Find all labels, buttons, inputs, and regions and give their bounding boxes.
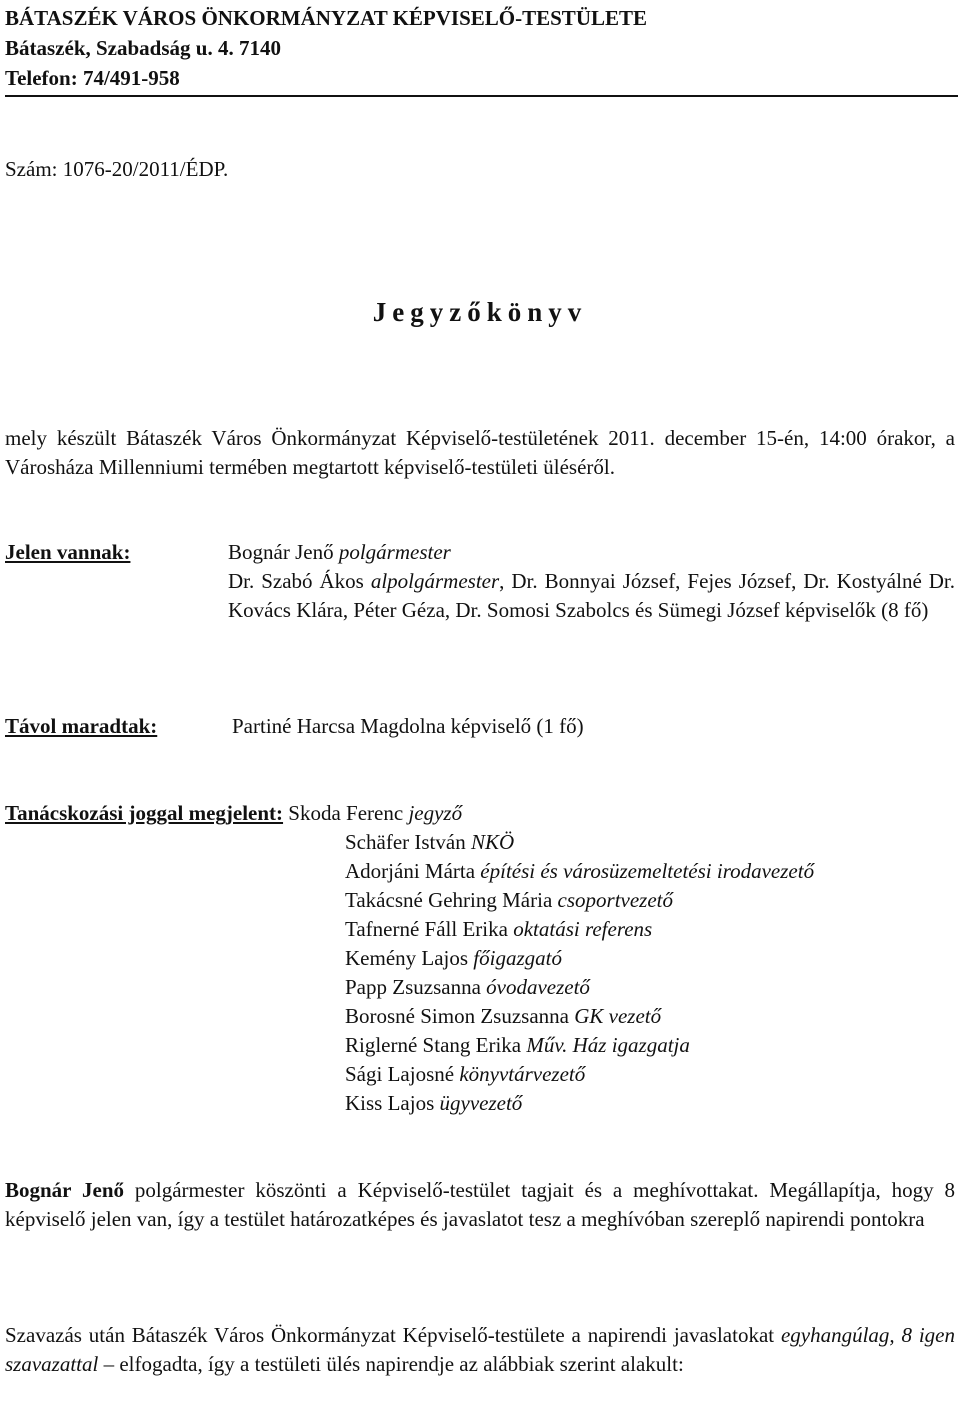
advisory-person	[345, 1089, 814, 1118]
present-members	[228, 567, 955, 625]
absent-label: Távol maradtak:	[5, 714, 158, 738]
advisory-person	[345, 1060, 814, 1089]
absent-list: Partiné Harcsa Magdolna képviselő (1 fő)	[232, 714, 584, 738]
mayor-name: Bognár Jenő	[228, 540, 334, 564]
document-title: Jegyzőkönyv	[372, 297, 588, 327]
advisory-person	[345, 915, 814, 944]
opening-paragraph	[5, 1176, 955, 1234]
present-mayor	[228, 538, 955, 567]
advisory-person-role: GK vezető	[574, 1004, 662, 1028]
advisory-person-name: Kiss Lajos	[345, 1091, 435, 1115]
advisory-person-name: Tafnerné Fáll Erika	[345, 917, 508, 941]
advisory-person-role: ügyvezető	[439, 1091, 523, 1115]
advisory-list	[345, 828, 814, 1118]
speaker-name: Bognár Jenő	[5, 1178, 124, 1202]
advisory-person	[345, 944, 814, 973]
letterhead-divider	[5, 95, 958, 97]
vote-paragraph	[5, 1321, 955, 1379]
deputy-role: alpolgármester	[370, 569, 500, 593]
advisory-person-name: Schäfer István	[345, 830, 466, 854]
advisory-person-name: Riglerné Stang Erika	[345, 1033, 522, 1057]
advisory-person	[345, 1002, 814, 1031]
letterhead-address: Bátaszék, Szabadság u. 4. 7140	[5, 36, 281, 60]
advisory-person	[345, 857, 814, 886]
advisory-person-role: csoportvezető	[557, 888, 674, 912]
advisory-label-line	[5, 799, 462, 828]
advisory-person-name: Papp Zsuzsanna	[345, 975, 481, 999]
intro-paragraph: mely készült Bátaszék Város Önkormányzat Képviselő-testületének 2011. december 15-én, 14:00 órakor, a Városháza Millenniumi termében megtartott képviselő-testületi üléséről.	[5, 426, 955, 479]
advisory-person	[345, 973, 814, 1002]
vote-text-b: – elfogadta, így a testületi ülés napirendje az alábbiak szerint alakult:	[98, 1352, 684, 1376]
advisory-first	[288, 801, 462, 825]
vote-text-a: Szavazás után Bátaszék Város Önkormányzat Képviselő-testülete a napirendi javaslatokat	[5, 1323, 781, 1347]
letterhead-phone: Telefon: 74/491-958	[5, 66, 180, 90]
advisory-person	[345, 886, 814, 915]
advisory-person	[345, 828, 814, 857]
advisory-person-name: Borosné Simon Zsuzsanna	[345, 1004, 569, 1028]
letterhead	[5, 3, 647, 93]
present-label: Jelen vannak:	[5, 540, 131, 564]
vote-result: egyhangúlag, 8 igen szavazattal	[5, 1323, 955, 1376]
advisory-person-role: oktatási referens	[513, 917, 653, 941]
deputy-name: Dr. Szabó Ákos	[228, 569, 364, 593]
advisory-person-role: NKÖ	[470, 830, 515, 854]
advisory-person-role: építési és városüzemeltetési irodavezető	[480, 859, 815, 883]
opening-text: polgármester köszönti a Képviselő-testület tagjait és a meghívottakat. Megállapítja, hogy 8 képviselő jelen van, így a testület határozatképes és javaslatot tesz a meghívóban szereplő napirendi pontokra	[5, 1178, 955, 1231]
advisory-person-role: Műv. Ház igazgatja	[526, 1033, 690, 1057]
advisory-person-role: jegyző	[408, 801, 463, 825]
advisory-person-name: Kemény Lajos	[345, 946, 469, 970]
members-text: , Dr. Bonnyai József, Fejes József, Dr. Kostyálné Dr. Kovács Klára, Péter Géza, Dr. Somosi Szabolcs és Sümegi József képviselők (8 fő)	[228, 569, 955, 622]
advisory-person-role: főigazgató	[473, 946, 562, 970]
letterhead-organization: BÁTASZÉK VÁROS ÖNKORMÁNYZAT KÉPVISELŐ-TESTÜLETE	[5, 6, 648, 30]
mayor-role: polgármester	[338, 540, 451, 564]
advisory-person-name: Sági Lajosné	[345, 1062, 455, 1086]
advisory-person	[345, 1031, 814, 1060]
advisory-label: Tanácskozási joggal megjelent:	[5, 801, 284, 825]
advisory-person-name: Skoda Ferenc	[288, 801, 404, 825]
advisory-person-role: óvodavezető	[486, 975, 590, 999]
reference-number: Szám: 1076-20/2011/ÉDP.	[5, 157, 229, 181]
advisory-person-role: könyvtárvezető	[459, 1062, 586, 1086]
advisory-person-name: Takácsné Gehring Mária	[345, 888, 553, 912]
present-list	[228, 538, 955, 625]
advisory-person-name: Adorjáni Márta	[345, 859, 476, 883]
